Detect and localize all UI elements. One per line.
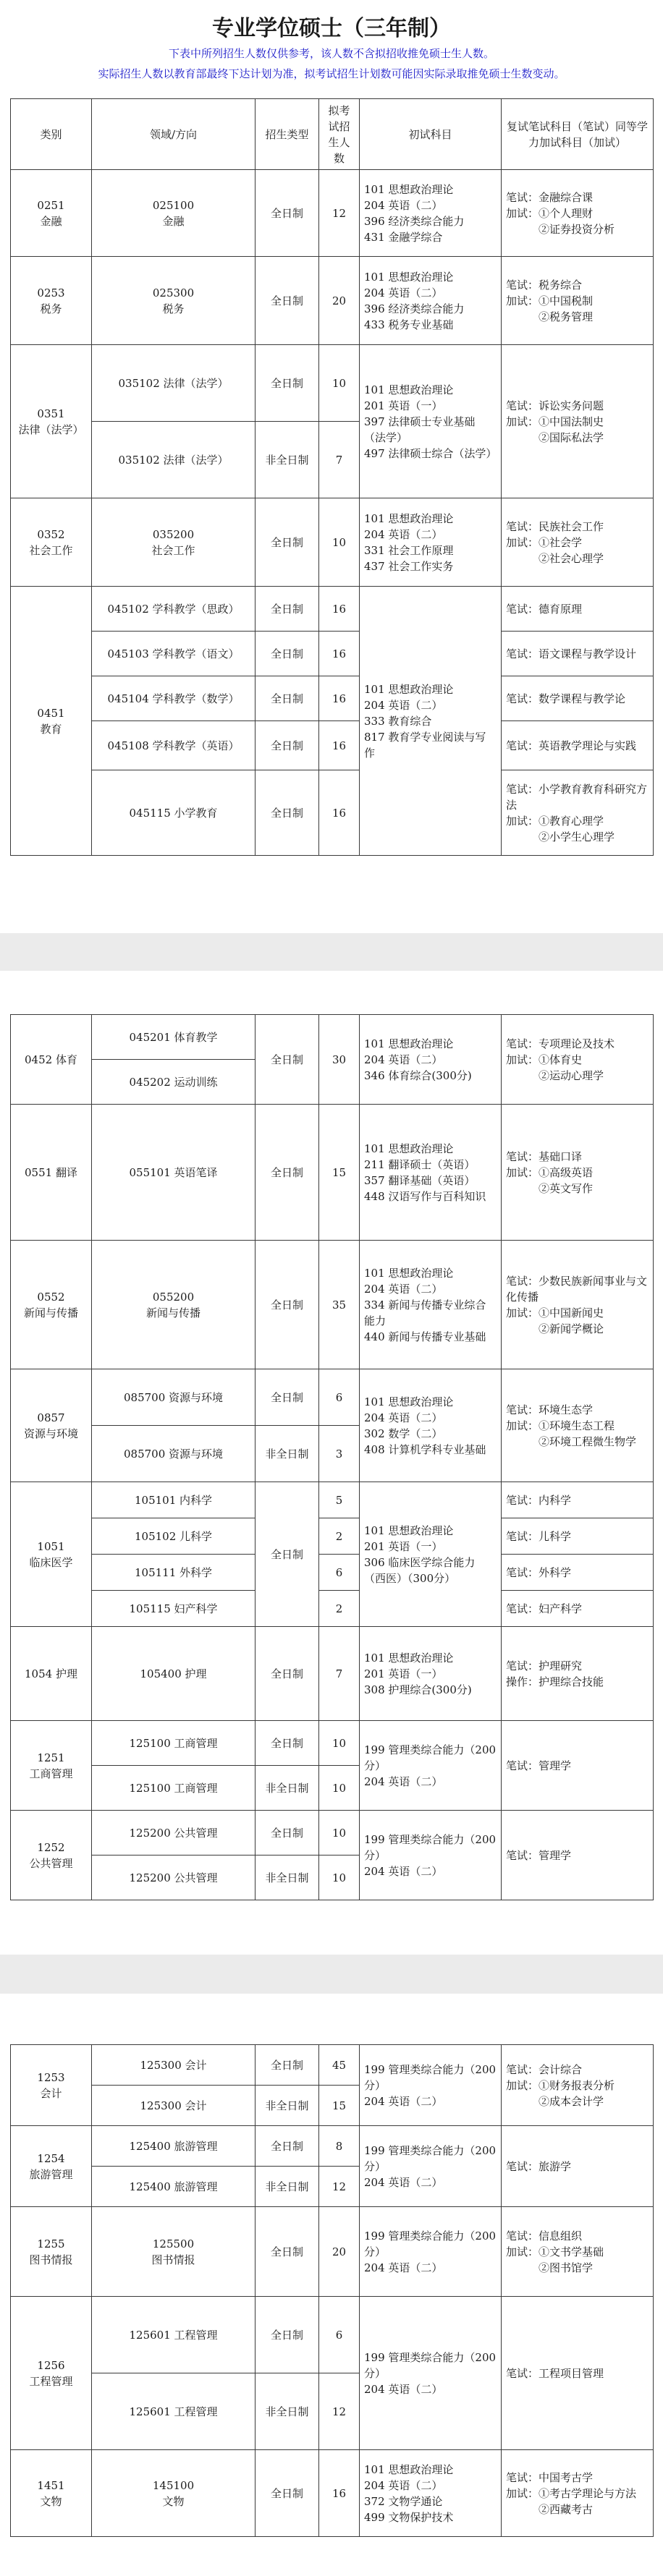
cell-type: 非全日制 bbox=[256, 1426, 319, 1482]
cell-field: 035102 法律（法学） bbox=[92, 422, 256, 498]
cell-retest: 笔试：妇产科学 bbox=[502, 1591, 654, 1627]
cell-retest: 笔试：基础口译 加试：①高级英语 ②英文写作 bbox=[502, 1105, 654, 1241]
cell-category: 0351 法律（法学） bbox=[11, 345, 92, 498]
cell-exam: 101 思想政治理论 204 英语（二） 396 经济类综合能力 431 金融学综合 bbox=[360, 170, 502, 257]
cell-field: 045102 学科教学（思政） bbox=[92, 587, 256, 632]
cell-retest: 笔试：中国考古学 加试：①考古学理论与方法 ②西藏考古 bbox=[502, 2450, 654, 2537]
cell-quota: 2 bbox=[319, 1518, 360, 1555]
header-quota: 拟考试招生人数 bbox=[319, 99, 360, 170]
cell-exam: 101 思想政治理论 204 英语（二） 331 社会工作原理 437 社会工作实务 bbox=[360, 498, 502, 587]
cell-field: 085700 资源与环境 bbox=[92, 1369, 256, 1426]
cell-type: 全日制 bbox=[256, 257, 319, 345]
cell-category: 0452 体育 bbox=[11, 1015, 92, 1105]
table-row bbox=[11, 1482, 654, 1518]
cell-type: 非全日制 bbox=[256, 2167, 319, 2207]
cell-field: 105102 儿科学 bbox=[92, 1518, 256, 1555]
cell-quota: 12 bbox=[319, 2373, 360, 2450]
cell-quota: 12 bbox=[319, 2167, 360, 2207]
cell-quota: 12 bbox=[319, 170, 360, 257]
cell-field: 125100 工商管理 bbox=[92, 1721, 256, 1766]
cell-quota: 6 bbox=[319, 2297, 360, 2373]
cell-exam: 101 思想政治理论 204 英语（二） 346 体育综合(300分) bbox=[360, 1015, 502, 1105]
table-row bbox=[11, 257, 654, 345]
cell-category: 0551 翻译 bbox=[11, 1105, 92, 1241]
cell-field: 105400 护理 bbox=[92, 1627, 256, 1721]
cell-type: 全日制 bbox=[256, 2126, 319, 2167]
cell-type: 非全日制 bbox=[256, 2373, 319, 2450]
table-header bbox=[11, 99, 654, 170]
header-category: 类别 bbox=[11, 99, 92, 170]
page-2 bbox=[0, 971, 663, 1955]
table-row bbox=[11, 170, 654, 257]
table-1 bbox=[10, 98, 654, 856]
cell-type: 全日制 bbox=[256, 170, 319, 257]
cell-field: 125400 旅游管理 bbox=[92, 2126, 256, 2167]
cell-type: 全日制 bbox=[256, 1241, 319, 1369]
cell-field: 025300 税务 bbox=[92, 257, 256, 345]
cell-field: 145100 文物 bbox=[92, 2450, 256, 2537]
cell-retest: 笔试：管理学 bbox=[502, 1811, 654, 1900]
cell-quota: 45 bbox=[319, 2045, 360, 2086]
table-row bbox=[11, 1518, 654, 1555]
cell-quota: 10 bbox=[319, 1856, 360, 1900]
cell-type: 全日制 bbox=[256, 770, 319, 856]
cell-type: 全日制 bbox=[256, 1482, 319, 1627]
cell-exam: 199 管理类综合能力（200分） 204 英语（二） bbox=[360, 2126, 502, 2207]
cell-retest: 笔试：外科学 bbox=[502, 1555, 654, 1591]
cell-field: 025100 金融 bbox=[92, 170, 256, 257]
cell-category: 1451 文物 bbox=[11, 2450, 92, 2537]
cell-exam: 101 思想政治理论 204 英语（二） 334 新闻与传播专业综合能力 440 新闻与传播专业基础 bbox=[360, 1241, 502, 1369]
header-exam: 初试科目 bbox=[360, 99, 502, 170]
cell-field: 045104 学科教学（数学） bbox=[92, 676, 256, 721]
cell-field: 045202 运动训练 bbox=[92, 1060, 256, 1105]
cell-type: 全日制 bbox=[256, 632, 319, 676]
cell-category: 1054 护理 bbox=[11, 1627, 92, 1721]
cell-quota: 8 bbox=[319, 2126, 360, 2167]
cell-type: 全日制 bbox=[256, 587, 319, 632]
cell-category: 1252 公共管理 bbox=[11, 1811, 92, 1900]
cell-type: 全日制 bbox=[256, 1721, 319, 1766]
cell-exam: 101 思想政治理论 204 英语（二） 333 教育综合 817 教育学专业阅读与写作 bbox=[360, 587, 502, 856]
table-row bbox=[11, 2450, 654, 2537]
header-type: 招生类型 bbox=[256, 99, 319, 170]
cell-category: 1255 图书情报 bbox=[11, 2207, 92, 2297]
table-row bbox=[11, 2045, 654, 2086]
header-retest: 复试笔试科目（笔试）同等学力加试科目（加试） bbox=[502, 99, 654, 170]
table-row bbox=[11, 1591, 654, 1627]
table-row bbox=[11, 1721, 654, 1766]
cell-type: 全日制 bbox=[256, 721, 319, 770]
cell-field: 125200 公共管理 bbox=[92, 1811, 256, 1856]
cell-type: 全日制 bbox=[256, 2297, 319, 2373]
cell-quota: 3 bbox=[319, 1426, 360, 1482]
cell-field: 045103 学科教学（语文） bbox=[92, 632, 256, 676]
table-row bbox=[11, 587, 654, 632]
cell-quota: 16 bbox=[319, 770, 360, 856]
cell-exam: 199 管理类综合能力（200分） 204 英语（二） bbox=[360, 2297, 502, 2450]
cell-category: 1256 工程管理 bbox=[11, 2297, 92, 2450]
cell-category: 0451 教育 bbox=[11, 587, 92, 856]
cell-category: 0251 金融 bbox=[11, 170, 92, 257]
page-separator bbox=[0, 933, 663, 971]
table-row bbox=[11, 721, 654, 770]
cell-type: 非全日制 bbox=[256, 422, 319, 498]
cell-retest: 笔试：金融综合课 加试：①个人理财 ②证券投资分析 bbox=[502, 170, 654, 257]
table-row bbox=[11, 1241, 654, 1369]
cell-type: 全日制 bbox=[256, 498, 319, 587]
cell-retest: 笔试：少数民族新闻事业与文化传播 加试：①中国新闻史 ②新闻学概论 bbox=[502, 1241, 654, 1369]
cell-quota: 35 bbox=[319, 1241, 360, 1369]
cell-quota: 7 bbox=[319, 1627, 360, 1721]
cell-field: 055101 英语笔译 bbox=[92, 1105, 256, 1241]
cell-retest: 笔试：诉讼实务问题 加试：①中国法制史 ②国际私法学 bbox=[502, 345, 654, 498]
cell-field: 125400 旅游管理 bbox=[92, 2167, 256, 2207]
cell-category: 1051 临床医学 bbox=[11, 1482, 92, 1627]
cell-exam: 101 思想政治理论 201 英语（一） 308 护理综合(300分) bbox=[360, 1627, 502, 1721]
header-field: 领域/方向 bbox=[92, 99, 256, 170]
cell-exam: 101 思想政治理论 211 翻译硕士（英语） 357 翻译基础（英语） 448 汉语写作与百科知识 bbox=[360, 1105, 502, 1241]
cell-field: 125500 图书情报 bbox=[92, 2207, 256, 2297]
cell-quota: 20 bbox=[319, 2207, 360, 2297]
cell-field: 105101 内科学 bbox=[92, 1482, 256, 1518]
cell-quota: 16 bbox=[319, 587, 360, 632]
cell-field: 105111 外科学 bbox=[92, 1555, 256, 1591]
cell-type: 全日制 bbox=[256, 1105, 319, 1241]
cell-quota: 6 bbox=[319, 1555, 360, 1591]
cell-retest: 笔试：英语教学理论与实践 bbox=[502, 721, 654, 770]
cell-type: 全日制 bbox=[256, 345, 319, 422]
cell-retest: 笔试：护理研究 操作：护理综合技能 bbox=[502, 1627, 654, 1721]
cell-quota: 10 bbox=[319, 345, 360, 422]
cell-exam: 101 思想政治理论 204 英语（二） 302 数学（二） 408 计算机学科专业基础 bbox=[360, 1369, 502, 1482]
table-row bbox=[11, 1105, 654, 1241]
cell-field: 125300 会计 bbox=[92, 2045, 256, 2086]
cell-type: 非全日制 bbox=[256, 2086, 319, 2126]
cell-quota: 5 bbox=[319, 1482, 360, 1518]
cell-field: 125601 工程管理 bbox=[92, 2373, 256, 2450]
cell-quota: 6 bbox=[319, 1369, 360, 1426]
table-row bbox=[11, 2126, 654, 2167]
cell-quota: 2 bbox=[319, 1591, 360, 1627]
cell-type: 全日制 bbox=[256, 676, 319, 721]
cell-quota: 7 bbox=[319, 422, 360, 498]
cell-retest: 笔试：税务综合 加试：①中国税制 ②税务管理 bbox=[502, 257, 654, 345]
cell-quota: 15 bbox=[319, 2086, 360, 2126]
cell-retest: 笔试：工程项目管理 bbox=[502, 2297, 654, 2450]
cell-type: 全日制 bbox=[256, 1627, 319, 1721]
table-2 bbox=[10, 1014, 654, 1900]
table-row bbox=[11, 770, 654, 856]
cell-retest: 笔试：德育原理 bbox=[502, 587, 654, 632]
cell-retest: 笔试：管理学 bbox=[502, 1721, 654, 1811]
page-title: 专业学位硕士（三年制） bbox=[212, 16, 451, 41]
cell-field: 045115 小学教育 bbox=[92, 770, 256, 856]
cell-exam: 199 管理类综合能力（200分） 204 英语（二） bbox=[360, 2045, 502, 2126]
cell-quota: 10 bbox=[319, 498, 360, 587]
cell-retest: 笔试：数学课程与教学论 bbox=[502, 676, 654, 721]
cell-type: 全日制 bbox=[256, 1811, 319, 1856]
cell-category: 0552 新闻与传播 bbox=[11, 1241, 92, 1369]
cell-exam: 101 思想政治理论 201 英语（一） 306 临床医学综合能力（西医）（300分） bbox=[360, 1482, 502, 1627]
cell-retest: 笔试：旅游学 bbox=[502, 2126, 654, 2207]
cell-quota: 10 bbox=[319, 1766, 360, 1811]
note-1: 下表中所列招生人数仅供参考，该人数不含拟招收推免硕士生人数。 bbox=[168, 47, 494, 60]
cell-quota: 16 bbox=[319, 676, 360, 721]
cell-exam: 199 管理类综合能力（200分） 204 英语（二） bbox=[360, 1811, 502, 1900]
table-row bbox=[11, 345, 654, 422]
cell-quota: 16 bbox=[319, 721, 360, 770]
cell-field: 035102 法律（法学） bbox=[92, 345, 256, 422]
cell-type: 全日制 bbox=[256, 2450, 319, 2537]
cell-category: 1253 会计 bbox=[11, 2045, 92, 2126]
cell-exam: 101 思想政治理论 204 英语（二） 372 文物学通论 499 文物保护技术 bbox=[360, 2450, 502, 2537]
cell-field: 125300 会计 bbox=[92, 2086, 256, 2126]
table-row bbox=[11, 1369, 654, 1426]
cell-field: 085700 资源与环境 bbox=[92, 1426, 256, 1482]
page-3 bbox=[0, 1994, 663, 2576]
cell-type: 全日制 bbox=[256, 2045, 319, 2086]
cell-type: 全日制 bbox=[256, 1369, 319, 1426]
cell-field: 105115 妇产科学 bbox=[92, 1591, 256, 1627]
cell-type: 非全日制 bbox=[256, 1856, 319, 1900]
cell-retest: 笔试：儿科学 bbox=[502, 1518, 654, 1555]
cell-retest: 笔试：专项理论及技术 加试：①体育史 ②运动心理学 bbox=[502, 1015, 654, 1105]
cell-retest: 笔试：语文课程与教学设计 bbox=[502, 632, 654, 676]
table-row bbox=[11, 676, 654, 721]
note-2: 实际招生人数以教育部最终下达计划为准，拟考试招生计划数可能因实际录取推免硕士生数变动。 bbox=[98, 67, 565, 80]
cell-field: 125200 公共管理 bbox=[92, 1856, 256, 1900]
page-1 bbox=[0, 0, 663, 933]
cell-field: 045201 体育教学 bbox=[92, 1015, 256, 1060]
cell-type: 全日制 bbox=[256, 1015, 319, 1105]
table-3 bbox=[10, 2044, 654, 2537]
table-row bbox=[11, 632, 654, 676]
cell-exam: 199 管理类综合能力（200分） 204 英语（二） bbox=[360, 1721, 502, 1811]
cell-quota: 30 bbox=[319, 1015, 360, 1105]
cell-retest: 笔试：小学教育教育科研究方法 加试：①教育心理学 ②小学生心理学 bbox=[502, 770, 654, 856]
cell-category: 0857 资源与环境 bbox=[11, 1369, 92, 1482]
cell-retest: 笔试：信息组织 加试：①文书学基础 ②图书馆学 bbox=[502, 2207, 654, 2297]
table-row bbox=[11, 2207, 654, 2297]
cell-category: 1251 工商管理 bbox=[11, 1721, 92, 1811]
table-row bbox=[11, 498, 654, 587]
cell-field: 035200 社会工作 bbox=[92, 498, 256, 587]
cell-quota: 15 bbox=[319, 1105, 360, 1241]
table-row bbox=[11, 1627, 654, 1721]
cell-field: 055200 新闻与传播 bbox=[92, 1241, 256, 1369]
table-row bbox=[11, 1015, 654, 1060]
cell-retest: 笔试：环境生态学 加试：①环境生态工程 ②环境工程微生物学 bbox=[502, 1369, 654, 1482]
cell-category: 0352 社会工作 bbox=[11, 498, 92, 587]
cell-field: 125100 工商管理 bbox=[92, 1766, 256, 1811]
cell-quota: 10 bbox=[319, 1811, 360, 1856]
cell-quota: 16 bbox=[319, 2450, 360, 2537]
table-row bbox=[11, 1811, 654, 1856]
page-separator bbox=[0, 1955, 663, 1994]
cell-retest: 笔试：民族社会工作 加试：①社会学 ②社会心理学 bbox=[502, 498, 654, 587]
cell-retest: 笔试：内科学 bbox=[502, 1482, 654, 1518]
cell-exam: 101 思想政治理论 204 英语（二） 396 经济类综合能力 433 税务专业基础 bbox=[360, 257, 502, 345]
cell-quota: 16 bbox=[319, 632, 360, 676]
table-row bbox=[11, 2297, 654, 2373]
table-row bbox=[11, 1555, 654, 1591]
cell-field: 045108 学科教学（英语） bbox=[92, 721, 256, 770]
cell-retest: 笔试：会计综合 加试：①财务报表分析 ②成本会计学 bbox=[502, 2045, 654, 2126]
cell-category: 1254 旅游管理 bbox=[11, 2126, 92, 2207]
cell-type: 全日制 bbox=[256, 2207, 319, 2297]
cell-category: 0253 税务 bbox=[11, 257, 92, 345]
cell-field: 125601 工程管理 bbox=[92, 2297, 256, 2373]
cell-exam: 199 管理类综合能力（200分） 204 英语（二） bbox=[360, 2207, 502, 2297]
cell-exam: 101 思想政治理论 201 英语（一） 397 法律硕士专业基础（法学） 497 法律硕士综合（法学） bbox=[360, 345, 502, 498]
cell-quota: 20 bbox=[319, 257, 360, 345]
cell-type: 非全日制 bbox=[256, 1766, 319, 1811]
cell-quota: 10 bbox=[319, 1721, 360, 1766]
